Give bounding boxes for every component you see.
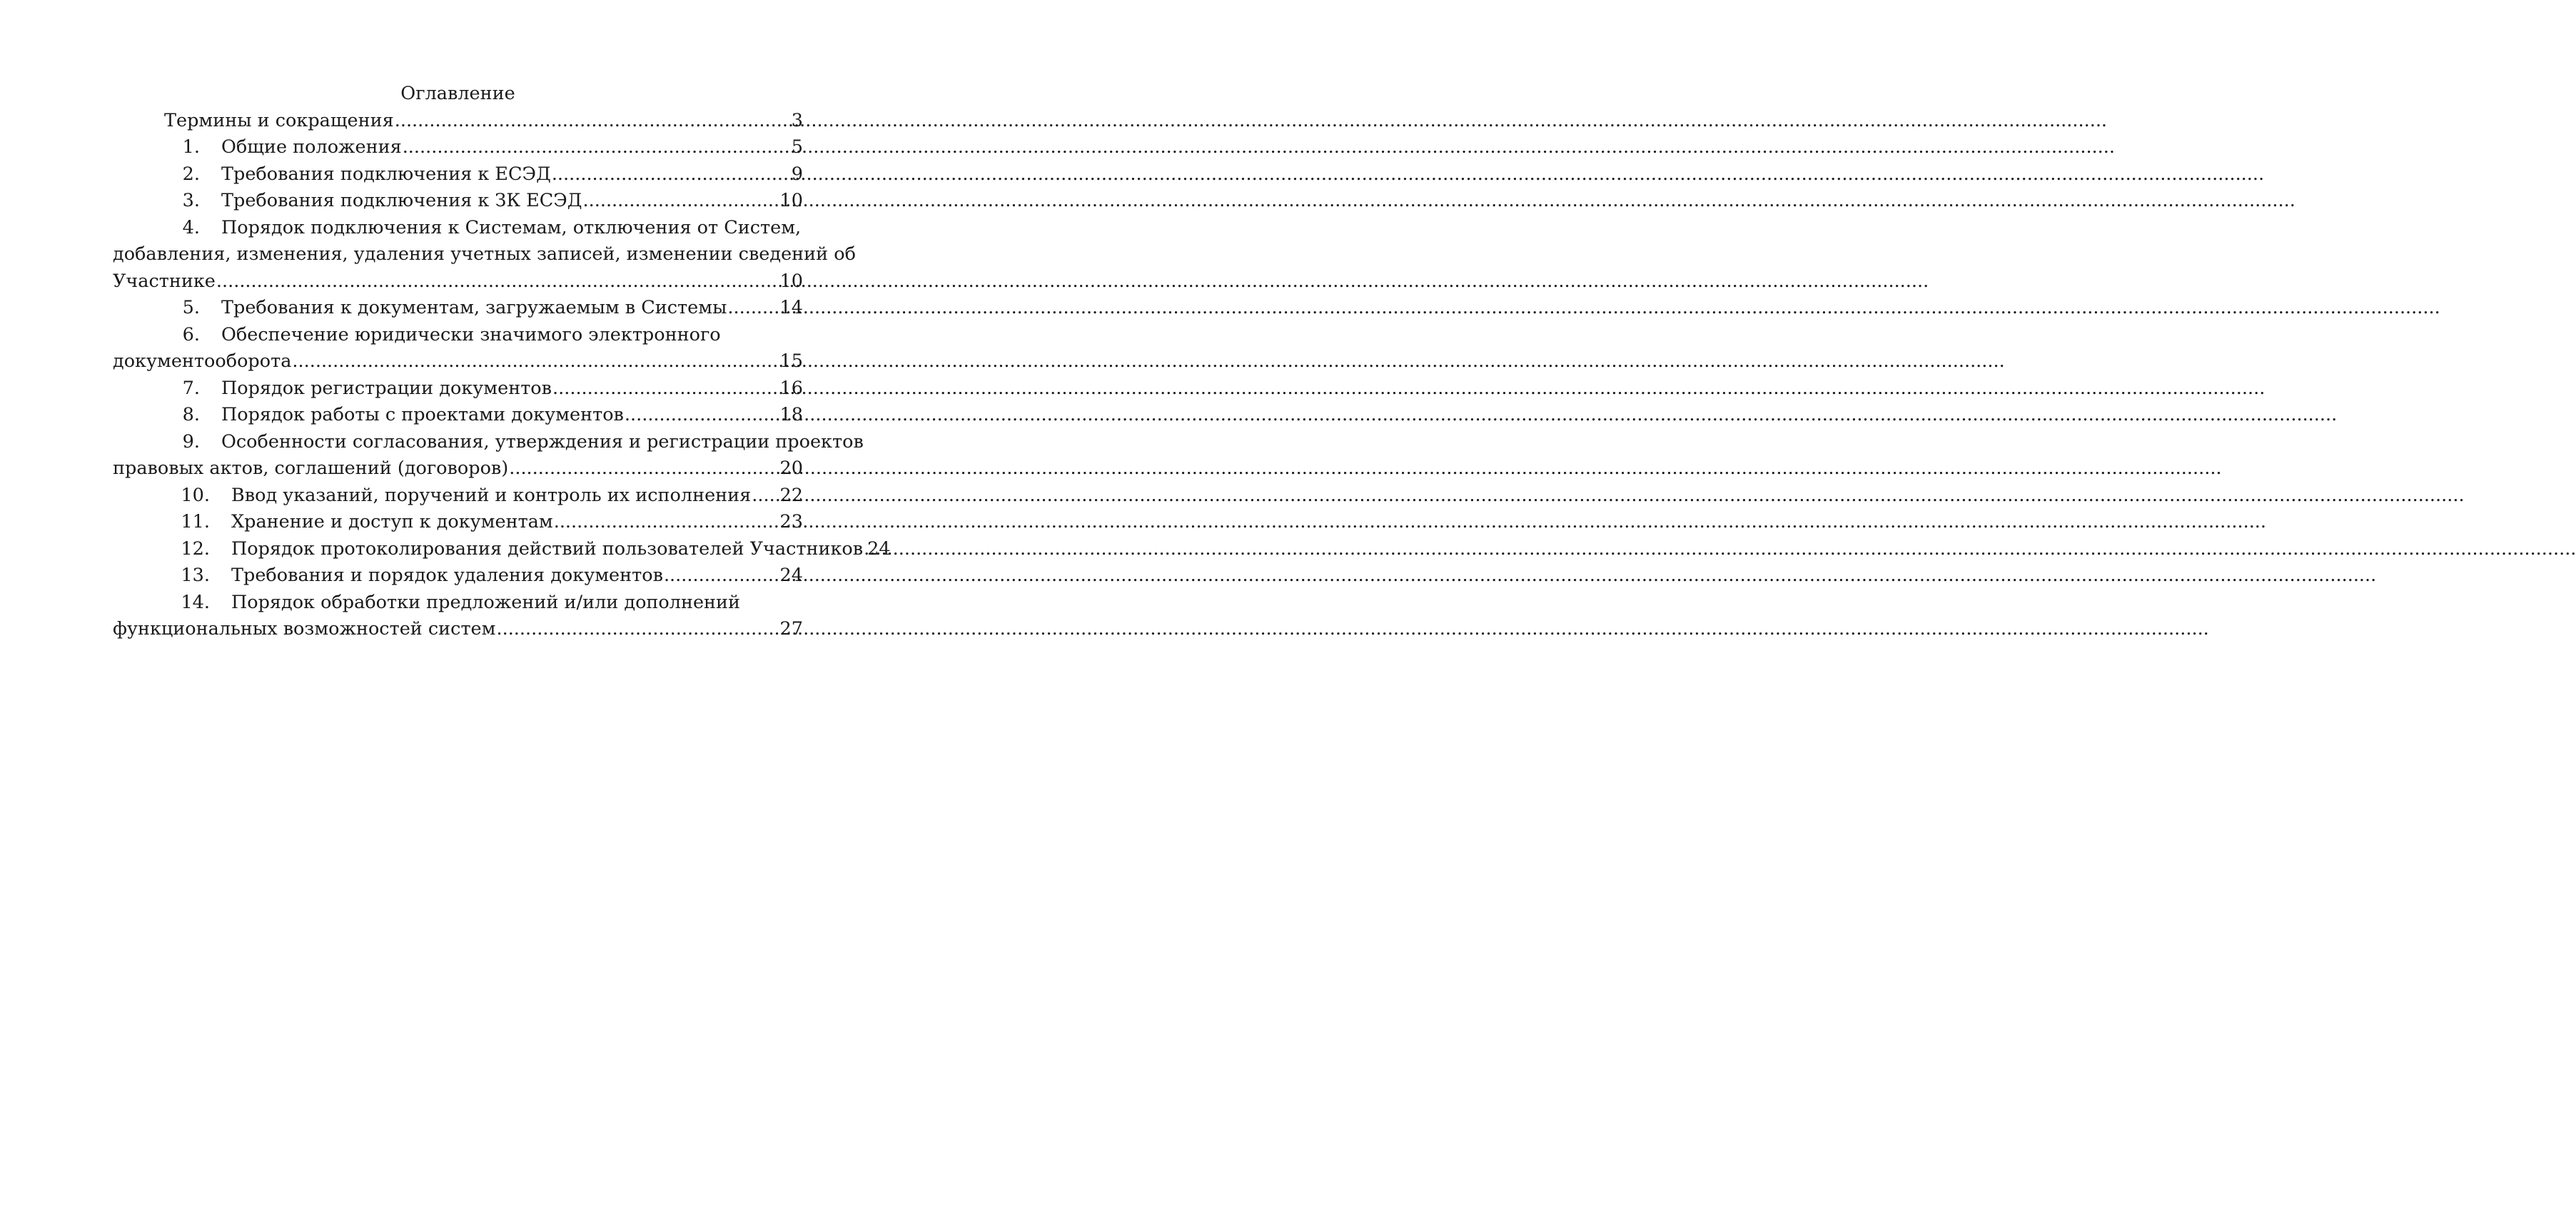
document-page (0, 0, 891, 1212)
toc-entry-title: Особенности согласования, утверждения и регистрации проектов (221, 430, 864, 453)
toc-entry-title: Порядок регистрации документов (221, 377, 552, 399)
toc-entry-number: 10. (181, 484, 210, 506)
toc-entry-5[interactable] (113, 295, 803, 322)
toc-entry-number: 9. (182, 430, 200, 453)
toc-entry-8[interactable] (113, 402, 803, 429)
toc-entry-4-line2[interactable] (113, 241, 856, 268)
toc-entry-page: 10 (779, 270, 803, 292)
toc-entry-page: 5 (791, 136, 803, 158)
dot-leader (727, 295, 779, 322)
toc-entry-number: 8. (182, 404, 200, 425)
toc-entry-page: 14 (779, 297, 803, 318)
toc-entry-number: 6. (182, 323, 200, 345)
toc-entry-12[interactable] (113, 536, 891, 563)
toc-entry-title: Требования и порядок удаления документов (231, 565, 663, 586)
toc-entry-page: 10 (779, 190, 803, 211)
toc-heading: Оглавление (400, 83, 515, 104)
toc-entry-title: Порядок подключения к Системам, отключения от Систем, (221, 216, 802, 238)
toc-entry-title-continued: Участнике (113, 270, 216, 292)
dot-leader (292, 348, 779, 375)
toc-entry-title: Требования к документам, загружаемым в Системы (221, 297, 727, 318)
toc-entry-title: Порядок работы с проектами документов (221, 404, 624, 425)
toc-entry-number: 14. (181, 591, 210, 613)
toc-entry-number: 5. (182, 297, 200, 318)
toc-entry-2[interactable] (113, 161, 803, 188)
dot-leader (552, 375, 779, 403)
dot-leader (395, 108, 791, 135)
toc-entry-page: 23 (779, 511, 803, 532)
toc-entry-4-line1[interactable] (113, 215, 803, 242)
toc-entry-number: 11. (181, 511, 210, 532)
toc-entry-page: 3 (791, 109, 803, 131)
toc-entry-title: Требования подключения к ЕСЭД (221, 163, 551, 185)
toc-entry-14-line1[interactable] (113, 590, 803, 617)
toc-entry-title: Порядок обработки предложений и/или дополнений (231, 591, 741, 613)
toc-entry-title-continued: правовых актов, соглашений (договоров) (113, 458, 509, 479)
toc-entry-7[interactable] (113, 375, 803, 403)
toc-entry-number: 2. (182, 163, 200, 185)
dot-leader (216, 268, 779, 296)
toc-entry-title-continued: добавления, изменения, удаления учетных записей, изменении сведений об (113, 243, 856, 265)
toc-entry-title: Обеспечение юридически значимого электронного (221, 323, 721, 345)
toc-entry-page: 22 (779, 484, 803, 506)
toc-entry-9-line1[interactable] (113, 429, 864, 456)
dot-leader (583, 188, 779, 215)
toc-entry-4-line3[interactable] (113, 268, 803, 296)
toc-entry-title: Хранение и доступ к документам (231, 511, 553, 532)
toc-entry-11[interactable] (113, 509, 803, 536)
toc-entry-number: 7. (182, 377, 200, 399)
toc-entry-title: Порядок протоколирования действий пользователей Участников (231, 537, 864, 560)
dot-leader (752, 483, 779, 510)
dot-leader (509, 455, 779, 483)
dot-leader (552, 161, 791, 188)
toc-entry-1[interactable] (113, 134, 803, 161)
toc-entry-page: 9 (791, 163, 803, 185)
toc-entry-title: Общие положения (221, 136, 402, 158)
toc-entry-9-line2[interactable] (113, 455, 803, 483)
toc-entry-6-line2[interactable] (113, 348, 803, 375)
toc-entry-terms[interactable] (113, 108, 803, 135)
toc-entry-page: 16 (779, 377, 803, 399)
toc-entry-number: 12. (181, 537, 210, 560)
toc-entry-3[interactable] (113, 188, 803, 215)
toc-entry-page: 15 (779, 350, 803, 372)
toc-entry-page: 24 (867, 537, 891, 560)
dot-leader (403, 134, 791, 161)
toc-entry-title-continued: документооборота (113, 350, 292, 372)
toc-entry-title: Термины и сокращения (164, 109, 394, 131)
toc-entry-number: 3. (182, 190, 200, 211)
dot-leader (664, 562, 779, 590)
toc-entry-13[interactable] (113, 562, 803, 590)
toc-entry-page: 24 (779, 565, 803, 586)
toc-entry-14-line2[interactable] (113, 616, 803, 643)
dot-leader (554, 509, 779, 536)
toc-entry-page: 20 (779, 458, 803, 479)
toc-entry-6-line1[interactable] (113, 322, 803, 349)
toc-entry-title: Требования подключения к ЗК ЕСЭД (221, 190, 582, 211)
toc-entry-title-continued: функциональных возможностей систем (113, 618, 496, 640)
toc-entry-10[interactable] (113, 483, 803, 510)
toc-entry-title: Ввод указаний, поручений и контроль их исполнения (231, 484, 752, 506)
table-of-contents (113, 81, 891, 643)
dot-leader (625, 402, 779, 429)
toc-entry-number: 4. (182, 216, 200, 238)
dot-leader (496, 616, 779, 643)
toc-entry-number: 1. (182, 136, 200, 158)
toc-entry-number: 13. (181, 565, 210, 586)
toc-entry-page: 27 (779, 618, 803, 640)
dot-leader (864, 536, 867, 563)
toc-entry-page: 18 (779, 404, 803, 425)
